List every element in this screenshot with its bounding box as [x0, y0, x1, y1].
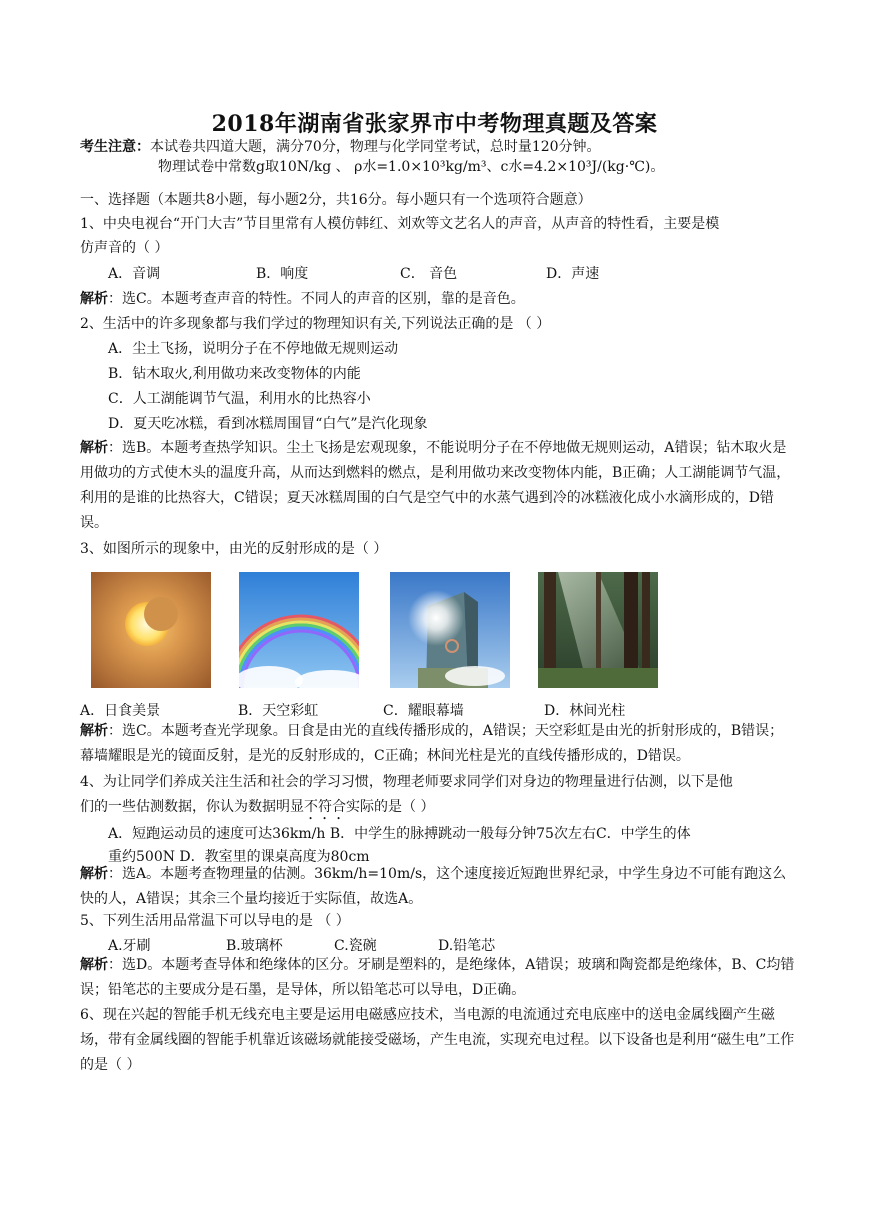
q4-answer-text: ：选A。本题考查物理量的估测。36km/h=10m/s，这个速度接近短跑世界纪录，中学生身边不可能有跑这么快的人，A错误；其余三个量均接近于实际值，故选A。 [80, 866, 787, 907]
q2-option-c: C．人工湖能调节气温，利用水的比热容小 [108, 391, 371, 407]
q4-stem-part-c: 实际的是（ ） [346, 799, 435, 815]
q3-caption-c: C．耀眼幕墙 [383, 703, 464, 719]
q1-option-c: C． 音色 [400, 266, 458, 282]
q5-option-a: A.牙刷 [108, 938, 151, 954]
notice-line-2: 物理试卷中常数g取10N/kg 、 ρ水=1.0×10³kg/m³、c水=4.2×10³J/(kg·℃)。 [158, 159, 665, 175]
q3-caption-a: A．日食美景 [80, 703, 161, 719]
q2-answer [80, 436, 795, 536]
q1-answer [80, 289, 525, 309]
q1-stem-line-1: 1、中央电视台“开门大吉”节目里常有人模仿韩红、刘欢等文艺名人的声音，从声音的特性看，主要是模 [80, 216, 720, 232]
q1-answer-label: 解析 [80, 291, 108, 307]
q4-options-line-1: A．短跑运动员的速度可达36km/h B．中学生的脉搏跳动一般每分钟75次左右C．中学生的体 [108, 826, 691, 842]
q4-answer-label: 解析 [80, 866, 108, 882]
q2-answer-text: ：选B。本题考查热学知识。尘土飞扬是宏观现象，不能说明分子在不停地做无规则运动，A错误；钻木取火是用做功的方式使木头的温度升高，从而达到燃料的燃点，是利用做功来改变物体内能，B正确；人工湖能调节气温，利用的是谁的比热容大，C错误；夏天冰糕周围的白气是空气中的水蒸气遇到冷的冰糕液化成小水滴形成的，D错误。 [80, 440, 791, 531]
q4-stem-line-2 [80, 797, 434, 823]
q5-option-b: B.玻璃杯 [226, 938, 283, 954]
page-title: 2018年湖南省张家界市中考物理真题及答案 [211, 111, 658, 137]
forest-light-photo [538, 572, 658, 688]
q3-answer-label: 解析 [80, 723, 108, 739]
q6-stem: 6、现在兴起的智能手机无线充电主要是运用电磁感应技术，当电源的电流通过充电底座中的送电金属线圈产生磁场，带有金属线圈的智能手机靠近该磁场就能接受磁场，产生电流，实现充电过程。以下设备也是利用“磁生电”工作的是（ ） [80, 1007, 795, 1073]
q4-answer [80, 862, 795, 912]
section-heading: 一、选择题（本题共8小题，每小题2分，共16分。每小题只有一个选项符合题意） [80, 192, 592, 208]
q2-answer-label: 解析 [80, 440, 108, 456]
q5-answer-label: 解析 [80, 957, 108, 973]
glass-wall-photo [390, 572, 510, 688]
q3-caption-b: B．天空彩虹 [238, 703, 319, 719]
q1-stem-line-2: 仿声音的（ ） [80, 240, 169, 256]
q1-option-a: A．音调 [108, 266, 161, 282]
q1-options [108, 264, 599, 284]
q2-stem: 2、生活中的许多现象都与我们学过的物理知识有关,下列说法正确的是 （ ） [80, 316, 551, 332]
q2-option-d: D．夏天吃冰糕，看到冰糕周围冒“白气”是汽化现象 [108, 416, 428, 432]
q4-options-line-2: 重约500N D．教室里的课桌高度为80cm [108, 849, 370, 865]
q3-stem: 3、如图所示的现象中，由光的反射形成的是（ ） [80, 541, 388, 557]
q1-option-b: B．响度 [256, 266, 309, 282]
q5-option-d: D.铅笔芯 [438, 938, 496, 954]
notice-line-1 [80, 137, 601, 157]
q3-answer-text: ：选C。本题考查光学现象。日食是由光的直线传播形成的，A错误；天空彩虹是由光的折射形成的，B错误；幕墙耀眼是光的镜面反射，是光的反射形成的，C正确；林间光柱是光的直线传播形成的，D错误。 [80, 723, 784, 764]
q4-stem-emphasis: 不符合 [304, 799, 346, 815]
q1-answer-text: ：选C。本题考查声音的特性。不同人的声音的区别，靠的是音色。 [108, 291, 525, 307]
q1-option-d: D．声速 [546, 266, 600, 282]
rainbow-photo [239, 572, 359, 688]
q5-stem: 5、下列生活用品常温下可以导电的是 （ ） [80, 913, 350, 929]
q3-caption-d: D．林间光柱 [544, 703, 626, 719]
eclipse-photo [91, 572, 211, 688]
q5-option-c: C.瓷碗 [334, 938, 377, 954]
notice-text-1: 本试卷共四道大题，满分70分，物理与化学同堂考试，总时量120分钟。 [150, 139, 601, 155]
q3-answer [80, 719, 795, 769]
q4-stem-part-a: 们的一些估测数据，你认为数据明显 [80, 799, 304, 815]
q2-option-a: A．尘土飞扬，说明分子在不停地做无规则运动 [108, 341, 399, 357]
q2-option-b: B．钻木取火,利用做功来改变物体的内能 [108, 366, 361, 382]
q4-stem-line-1: 4、为让同学们养成关注生活和社会的学习习惯，物理老师要求同学们对身边的物理量进行估测，以下是他 [80, 774, 733, 790]
q5-answer-text: ：选D。本题考查导体和绝缘体的区分。牙刷是塑料的，是绝缘体，A错误；玻璃和陶瓷都是绝缘体，B、C均错误；铅笔芯的主要成分是石墨，是导体，所以铅笔芯可以导电，D正确。 [80, 957, 795, 998]
notice-label: 考生注意： [80, 139, 150, 155]
q5-answer [80, 953, 795, 1003]
